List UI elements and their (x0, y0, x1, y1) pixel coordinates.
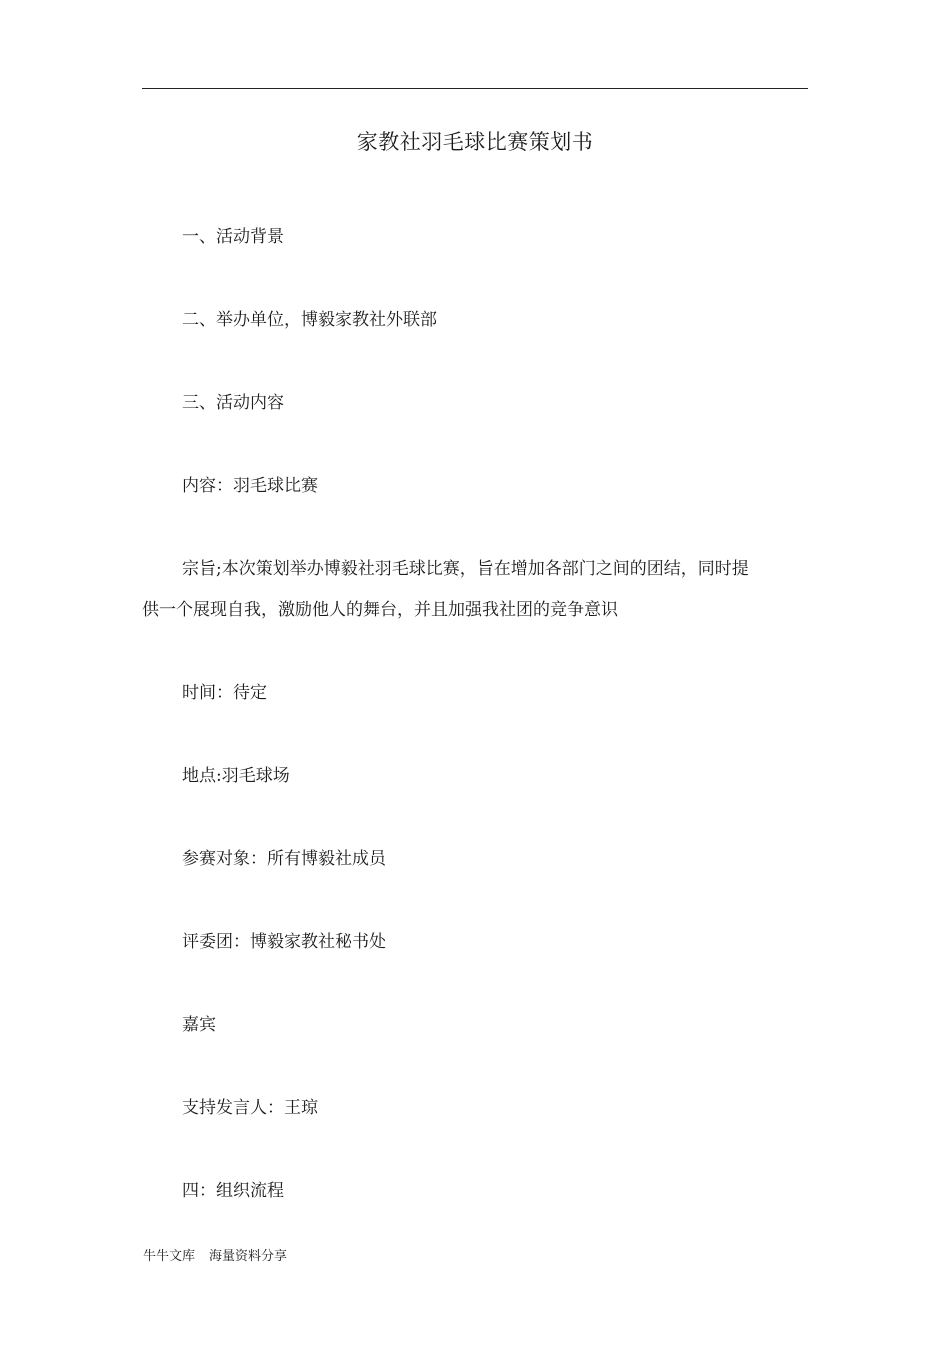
location-line: 地点:羽毛球场 (182, 766, 290, 786)
page-footer (143, 1247, 287, 1267)
content-line: 内容：羽毛球比赛 (182, 476, 318, 496)
judges-line: 评委团：博毅家教社秘书处 (182, 932, 386, 952)
section-heading-background: 一、活动背景 (182, 227, 284, 247)
participants-line: 参赛对象：所有博毅社成员 (182, 849, 386, 869)
organizer-line: 二、举办单位，博毅家教社外联部 (182, 310, 437, 330)
section-heading-process: 四：组织流程 (182, 1181, 284, 1201)
guests-line: 嘉宾 (182, 1015, 216, 1035)
footer-brand: 牛牛文库 (143, 1249, 196, 1264)
header-rule (142, 88, 808, 89)
section-heading-content: 三、活动内容 (182, 393, 284, 413)
host-line: 支持发言人：王琼 (182, 1098, 318, 1118)
time-line: 时间：待定 (182, 683, 267, 703)
purpose-paragraph: 宗旨;本次策划举办博毅社羽毛球比赛，旨在增加各部门之间的团结，同时提供一个展现自我，激励他人的舞台，并且加强我社团的竞争意识 (142, 559, 749, 620)
footer-slogan: 海量资料分享 (209, 1249, 288, 1264)
document-title: 家教社羽毛球比赛策划书 (356, 130, 594, 154)
